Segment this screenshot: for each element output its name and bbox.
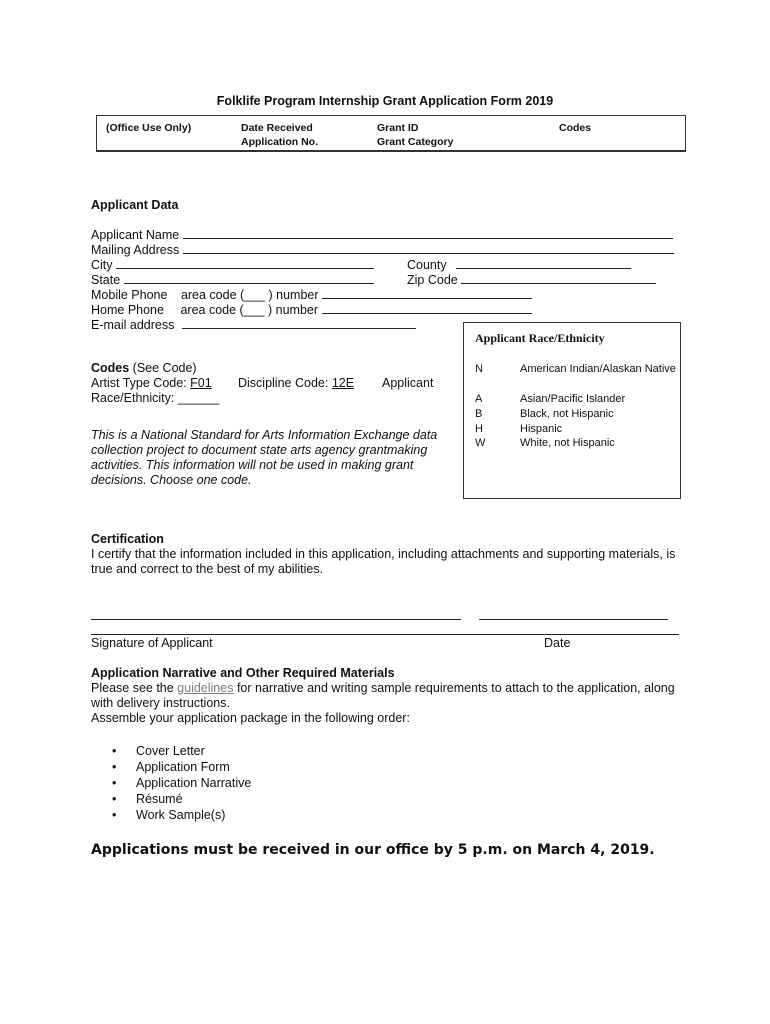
office-use-box [96,115,686,152]
narrative-text: Assemble your application package in the following order: [91,711,410,725]
race-ethnicity-box [463,322,681,499]
deadline-notice: Applications must be received in our office by 5 p.m. on March 4, 2019. [91,842,655,858]
zip-field[interactable] [461,272,656,284]
date-received-label: Date Received [241,122,313,134]
certification-text: true and correct to the best of my abilities. [91,562,324,576]
home-phone-field[interactable] [322,302,532,314]
discipline-label: Discipline Code: [238,376,329,390]
codes-label: Codes [559,122,592,134]
list-item: • Résumé [112,791,251,807]
note-line: collection project to document state arts agency grantmaking [91,443,428,457]
note-line: This is a National Standard for Arts Information Exchange data [91,428,438,442]
race-code: B [475,408,483,420]
codes-heading-row [91,361,197,375]
race-code: N [475,363,483,375]
race-label: American Indian/Alaskan Native [520,363,676,375]
home-phone-row [91,302,532,317]
applicant-name-row [91,227,673,242]
narrative-text [91,681,675,695]
grant-category-label: Grant Category [377,136,454,148]
guidelines-link[interactable]: guidelines [177,681,234,695]
mobile-phone-row [91,287,532,302]
email-field[interactable] [182,317,416,329]
office-use-label: (Office Use Only) [106,122,192,134]
state-row [91,272,374,287]
zip-label: Zip Code [407,273,458,287]
application-no-label: Application No. [241,136,318,148]
applicant-data-heading: Applicant Data [91,198,179,212]
mobile-phone-label: Mobile Phone [91,288,168,302]
note-line: activities. This information will not be used in making grant [91,458,414,472]
date-label: Date [544,636,571,650]
artist-type-label: Artist Type Code: [91,376,187,390]
race-code: W [475,437,486,449]
county-label: County [407,258,447,272]
home-area-code-label: area code (___ ) number [180,303,319,317]
race-code: A [475,393,483,405]
divider [91,634,679,635]
narrative-post-link: for narrative and writing sample requirements to attach to the application, along [233,681,675,695]
mobile-area-code-label: area code (___ ) number [180,288,319,302]
note-line: decisions. Choose one code. [91,473,252,487]
zip-row [407,272,656,287]
mailing-address-label: Mailing Address [91,243,180,257]
race-label: Black, not Hispanic [520,408,614,420]
list-item: • Work Sample(s) [112,807,251,823]
state-label: State [91,273,121,287]
codes-heading: Codes [91,361,130,375]
certification-text: I certify that the information included in this application, including attachments and supporting materials, is [91,547,676,561]
see-code-text: (See Code) [129,361,197,375]
mailing-address-field[interactable] [183,242,674,254]
race-ethnicity-field[interactable]: Race/Ethnicity: ______ [91,391,220,405]
email-label: E-mail address [91,318,175,332]
applicant-name-label: Applicant Name [91,228,180,242]
race-label: Asian/Pacific Islander [520,393,626,405]
race-label: White, not Hispanic [520,437,615,449]
certification-heading: Certification [91,532,164,546]
signature-line[interactable] [91,619,461,620]
narrative-pre-link: Please see the [91,681,178,695]
discipline-value: 12E [331,376,355,390]
mobile-phone-field[interactable] [322,287,532,299]
city-row [91,257,374,272]
city-field[interactable] [116,257,374,269]
artist-type-row [91,376,212,390]
race-box-title: Applicant Race/Ethnicity [475,331,605,345]
list-item: • Cover Letter [112,743,251,759]
narrative-heading: Application Narrative and Other Required Materials [91,666,395,680]
city-label: City [91,258,113,272]
state-field[interactable] [124,272,374,284]
list-item: • Application Form [112,759,251,775]
applicant-name-field[interactable] [183,227,673,239]
applicant-word: Applicant [382,376,434,390]
county-field[interactable] [456,257,631,269]
artist-type-value: F01 [190,376,212,390]
form-title: Folklife Program Internship Grant Application Form 2019 [216,94,554,108]
package-order-list [112,743,251,823]
email-row [91,317,416,332]
race-label: Hispanic [520,423,563,435]
list-item: • Application Narrative [112,775,251,791]
county-row [407,257,631,272]
narrative-text: with delivery instructions. [91,696,230,710]
mailing-address-row [91,242,674,257]
grant-id-label: Grant ID [377,122,419,134]
race-code: H [475,423,483,435]
date-line[interactable] [479,619,668,620]
discipline-row [238,376,354,390]
signature-label: Signature of Applicant [91,636,213,650]
home-phone-label: Home Phone [91,303,164,317]
